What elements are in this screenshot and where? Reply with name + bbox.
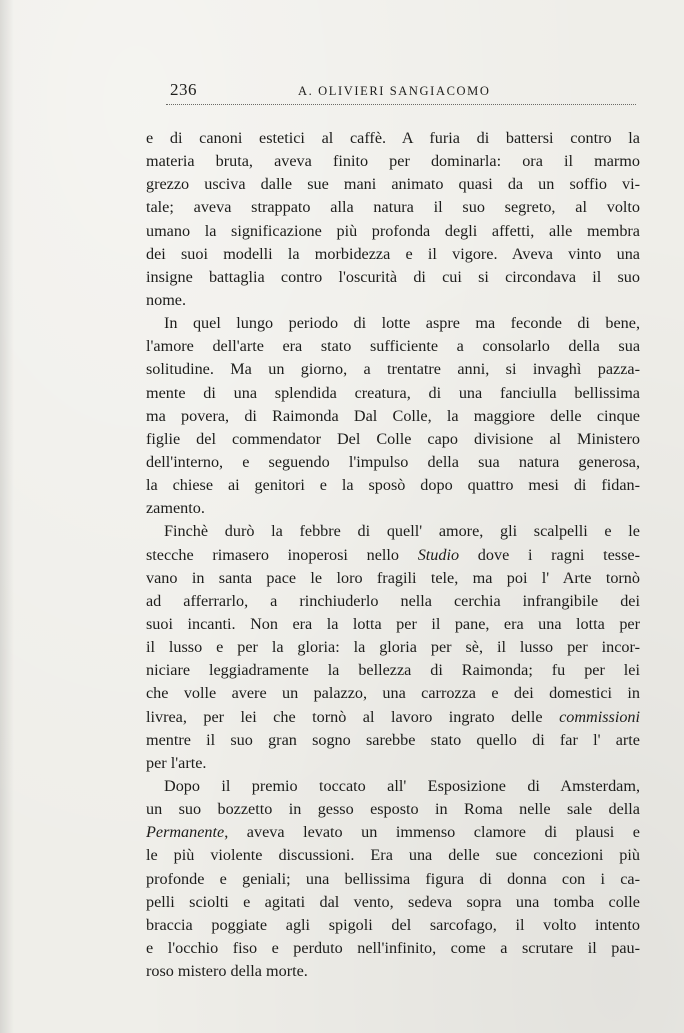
text-line: braccia poggiate agli spigoli del sarcofago, il volto intento xyxy=(146,915,640,934)
text-line: nome. xyxy=(146,290,187,309)
text-line: profonde e geniali; una bellissima figura di donna con i ca- xyxy=(146,869,640,888)
text-line: pelli sciolti e agitati dal vento, sedeva sopra una tomba colle xyxy=(146,892,640,911)
text-line: insigne battaglia contro l'oscurità di cui si circondava il suo xyxy=(146,267,640,286)
running-head: A. OLIVIERI SANGIACOMO xyxy=(298,84,491,98)
text-line: Permanente, aveva levato un immenso clamore di plausi e xyxy=(146,823,640,842)
text-line: ma povera, di Raimonda Dal Colle, la maggiore delle cinque xyxy=(146,406,640,425)
header-rule xyxy=(166,104,636,105)
page-gutter-shadow xyxy=(0,0,14,1033)
text-line: materia bruta, aveva finito per dominarla: ora il marmo xyxy=(146,152,640,171)
text-line: solitudine. Ma un giorno, a trentatre anni, si invaghì pazza- xyxy=(146,360,640,379)
text-line: In quel lungo periodo di lotte aspre ma feconde di bene, xyxy=(164,314,640,333)
text-line: tale; aveva strappato alla natura il suo segreto, al volto xyxy=(146,198,640,217)
text-line: roso mistero della morte. xyxy=(146,962,308,981)
text-line: mente di una splendida creatura, di una fanciulla bellissima xyxy=(146,383,640,402)
body-text xyxy=(146,127,640,983)
text-line: dei suoi modelli la morbidezza e il vigore. Aveva vinto una xyxy=(146,244,640,263)
text-line: suoi incanti. Non era la lotta per il pane, era una lotta per xyxy=(146,614,640,633)
text-line: l'amore dell'arte era stato sufficiente a consolarlo della sua xyxy=(146,337,640,356)
text-line: e di canoni estetici al caffè. A furia di battersi contro la xyxy=(146,129,640,147)
text-line: Dopo il premio toccato all' Esposizione di Amsterdam, xyxy=(164,776,640,795)
text-line: mentre il suo gran sogno sarebbe stato quello di far l' arte xyxy=(146,730,640,749)
text-line: Finchè durò la febbre di quell' amore, gli scalpelli e le xyxy=(164,522,640,541)
text-line: e l'occhio fiso e perduto nell'infinito, come a scrutare il pau- xyxy=(146,938,640,957)
text-line: livrea, per lei che tornò al lavoro ingrato delle commissioni xyxy=(146,707,640,726)
text-line: che volle avere un palazzo, una carrozza e dei domestici in xyxy=(146,684,640,703)
text-line: per l'arte. xyxy=(146,753,207,772)
text-line: le più violente discussioni. Era una delle sue concezioni più xyxy=(146,846,640,865)
text-line: figlie del commendator Del Colle capo divisione al Ministero xyxy=(146,429,640,448)
text-line: niciare leggiadramente la bellezza di Raimonda; fu per lei xyxy=(146,661,640,680)
text-line: un suo bozzetto in gesso esposto in Roma nelle sale della xyxy=(146,800,640,819)
text-line: grezzo usciva dalle sue mani animato quasi da un soffio vi- xyxy=(146,175,640,194)
text-line: stecche rimasero inoperosi nello Studio dove i ragni tesse- xyxy=(146,545,640,564)
page-header xyxy=(170,78,640,104)
page-number: 236 xyxy=(170,80,197,99)
text-line: zamento. xyxy=(146,499,205,518)
text-line: vano in santa pace le loro fragili tele, ma poi l' Arte tornò xyxy=(146,568,640,587)
text-line: il lusso e per la gloria: la gloria per sè, il lusso per incor- xyxy=(146,638,640,657)
text-line: ad afferrarlo, a rinchiuderlo nella cerchia infrangibile dei xyxy=(146,591,640,610)
text-line: la chiese ai genitori e la sposò dopo quattro mesi di fidan- xyxy=(146,476,640,495)
text-line: umano la significazione più profonda degli affetti, alle membra xyxy=(146,221,640,240)
text-line: dell'interno, e seguendo l'impulso della sua natura generosa, xyxy=(146,452,640,471)
